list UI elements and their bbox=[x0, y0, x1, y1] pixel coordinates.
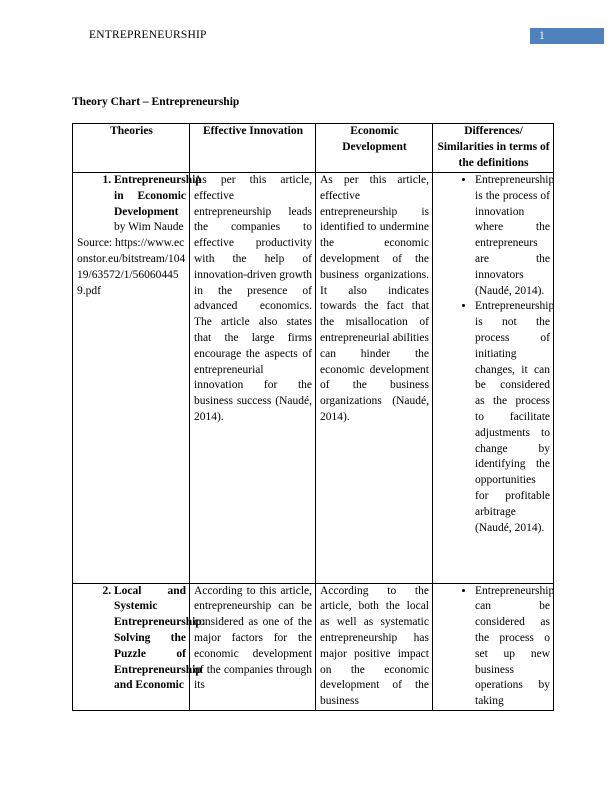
list-item: • Entrepreneurship is not the process of initiating changes, it can be considered as the process to facilitate adjustments to change by identifying the opportunities for profitable arbitrage (Naudé, 2014). bbox=[475, 299, 550, 536]
differences-list bbox=[437, 173, 555, 536]
theory-title-list bbox=[77, 584, 206, 695]
column-header-effective-innovation: Effective Innovation bbox=[190, 124, 316, 173]
theory-title-text: Entrepreneurship in Economic Development bbox=[114, 174, 202, 218]
column-header-economic-development: Economic Development bbox=[316, 124, 433, 173]
table-row bbox=[73, 583, 554, 710]
theory-source: Source: https://www.econstor.eu/bitstream/10419/63572/1/560604459.pdf bbox=[77, 237, 186, 297]
list-item: • Entrepreneurship can be considered as the process o set up new business operations by taking bbox=[475, 584, 550, 710]
table-header-row bbox=[73, 124, 554, 173]
differences-cell bbox=[433, 583, 554, 710]
column-header-theories: Theories bbox=[73, 124, 190, 173]
differences-cell bbox=[433, 173, 554, 584]
table-row bbox=[73, 173, 554, 584]
list-item: • Entrepreneurship is the process of innovation where the entrepreneurs are the innovators (Naudé, 2014). bbox=[475, 173, 550, 299]
theory-author: by Wim Naude bbox=[114, 221, 184, 234]
running-header-title: ENTREPRENEURSHIP bbox=[89, 29, 207, 41]
theory-title: 2. Local and Systemic Entrepreneurship: Solving the Puzzle of Entrepreneurship and Economic bbox=[114, 584, 186, 695]
column-header-differences: Differences/ Similarities in terms of the definitions bbox=[433, 124, 554, 173]
economic-cell: As per this article, effective entrepreneurship is identified to undermine the economic development of the business organizations. It also indicates towards the fact that the misallocation of entrepreneurial abilities can hinder the economic development of the business organizations (Naudé, 2014). bbox=[316, 173, 433, 584]
theory-chart-table bbox=[72, 123, 554, 711]
theory-cell bbox=[73, 173, 202, 584]
theory-title bbox=[114, 173, 202, 236]
page-number-badge: 1 bbox=[530, 28, 604, 44]
theory-title-list bbox=[77, 173, 202, 236]
innovation-cell: According to this article, entrepreneurship can be considered as one of the major factors for the economic development of the companies through its bbox=[190, 583, 316, 710]
economic-cell: According to the article, both the local as well as systematic entrepreneurship has major positive impact on the economic development of the business bbox=[316, 583, 433, 710]
document-heading: Theory Chart – Entrepreneurship bbox=[72, 96, 240, 108]
differences-list bbox=[437, 584, 555, 710]
theory-cell bbox=[73, 583, 206, 710]
innovation-cell: As per this article, effective entrepreneurship leads the companies to effective productivity with the help of innovation-driven growth in the presence of advanced economics. The article also states that the large firms encourage the aspects of entrepreneurial innovation for the business success (Naudé, 2014). bbox=[190, 173, 316, 584]
